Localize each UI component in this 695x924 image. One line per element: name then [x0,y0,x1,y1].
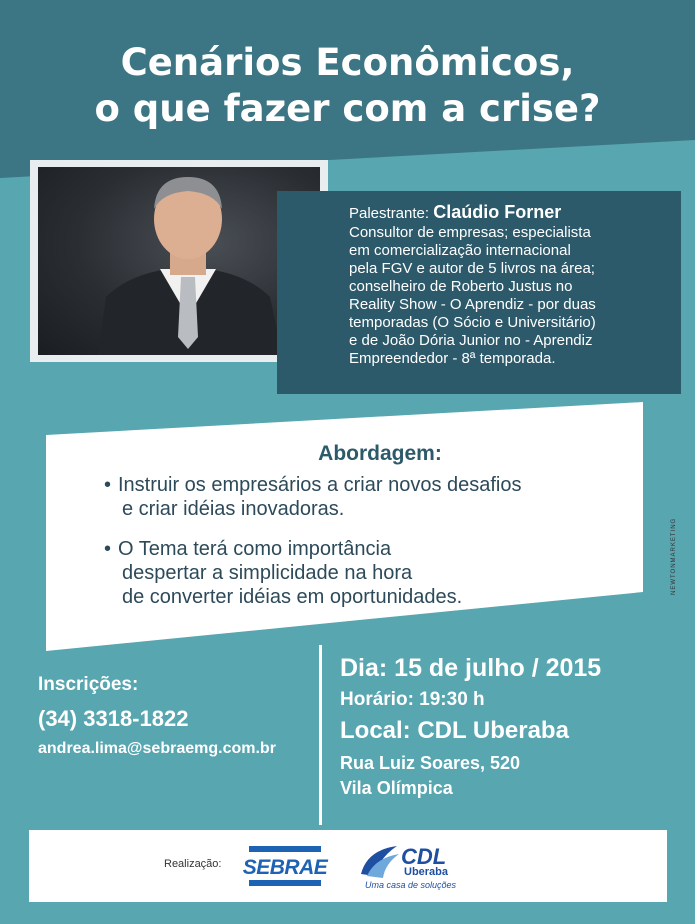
approach-panel [0,395,695,655]
speaker-info-box [277,191,681,394]
event-time: Horário: 19:30 h [340,689,485,710]
speaker-heading [349,203,674,223]
approach-bullet [104,537,462,609]
speaker-name: Claúdio Forner [433,202,562,222]
registration-info [38,674,276,758]
speaker-bio-line: Reality Show - O Aprendiz - por duas [349,296,596,313]
speaker-bio [349,224,674,368]
event-info [340,654,601,799]
event-place: Local: CDL Uberaba [340,717,569,744]
page-title [0,40,695,132]
bullet-text: O Tema terá como importância [118,538,392,560]
sebrae-logo-text: SEBRAE [242,856,328,879]
cdl-city-text: Uberaba [404,866,449,878]
bullet-text: e criar idéias inovadoras. [122,498,345,520]
title-line-2: o que fazer com a crise? [94,87,601,130]
bullet-text: Instruir os empresários a criar novos desafios [118,474,522,496]
speaker-bio-line: e de João Dória Junior no - Aprendiz [349,332,593,349]
cdl-logo-text: CDL [401,844,447,869]
vertical-divider [319,645,322,825]
event-date: Dia: 15 de julho / 2015 [340,654,602,682]
speaker-bio-line: Empreendedor - 8ª temporada. [349,350,556,367]
bullet-icon: • [104,538,112,560]
bullet-line [104,473,522,497]
event-district: Vila Olímpica [340,778,453,798]
bullet-text: despertar a simplicidade na hora [122,562,413,584]
registration-email[interactable]: andrea.lima@sebraemg.com.br [38,740,276,757]
speaker-bio-line: temporadas (O Sócio e Universitário) [349,314,596,331]
bullet-line [104,537,462,561]
speaker-bio-line: Consultor de empresas; especialista [349,224,591,241]
registration-label: Inscrições: [38,674,139,695]
speaker-bio-line: em comercialização internacional [349,242,571,259]
approach-bullet [104,473,522,521]
speaker-bio-line: pela FGV e autor de 5 livros na área; [349,260,595,277]
bullet-icon: • [104,474,112,496]
cdl-logo [357,844,457,894]
sebrae-logo [241,844,329,888]
bullet-text: de converter idéias em oportunidades. [122,586,463,608]
realizacao-label: Realização: [164,858,222,870]
sponsor-footer [29,830,667,902]
speaker-label: Palestrante: [349,205,434,222]
event-street: Rua Luiz Soares, 520 [340,753,521,773]
speaker-text [349,203,674,368]
title-line-1: Cenários Econômicos, [120,41,575,84]
designer-credit: NEWTONMARKETING [671,517,677,595]
cdl-logo-icon [357,844,401,880]
cdl-tagline: Uma casa de soluções [365,880,457,890]
approach-title: Abordagem: [318,442,442,465]
registration-phone[interactable]: (34) 3318-1822 [38,706,189,731]
speaker-bio-line: conselheiro de Roberto Justus no [349,278,573,295]
